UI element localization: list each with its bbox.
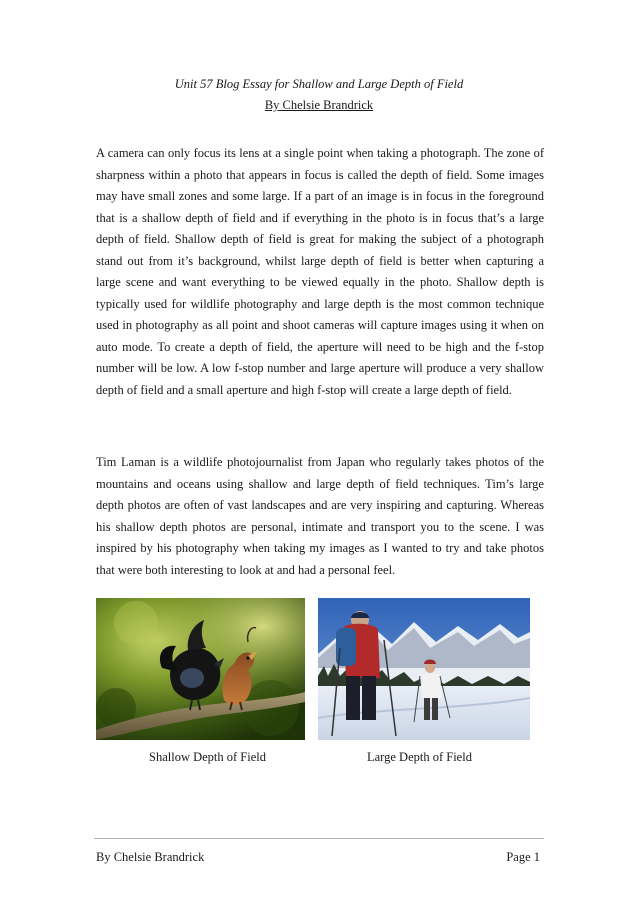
footer-divider xyxy=(94,838,544,839)
document-title: Unit 57 Blog Essay for Shallow and Large Depth of Field xyxy=(174,77,464,91)
large-depth-photo xyxy=(318,598,530,740)
shallow-depth-photo xyxy=(96,598,305,740)
caption-shallow-depth: Shallow Depth of Field xyxy=(149,750,267,764)
document-byline: By Chelsie Brandrick xyxy=(264,98,374,112)
paragraph-tim-laman: Tim Laman is a wildlife photojournalist from Japan who regularly takes photos of the mountains and oceans using shallow and large depth of field techniques. Tim’s large depth photos are often of vast landscapes and are very inspiring and capturing. Whereas his shallow depth photos are personal, intimate and transport you to the scene. I was inspired by his photography when taking my images as I wanted to try and take photos that were both interesting to look at and had a personal feel. xyxy=(96,455,544,577)
footer-author: By Chelsie Brandrick xyxy=(96,850,205,864)
caption-large-depth: Large Depth of Field xyxy=(367,750,472,764)
footer-page-number: Page 1 xyxy=(506,850,540,864)
paragraph-intro: A camera can only focus its lens at a single point when taking a photograph. The zone of sharpness within a photo that appears in focus is called the depth of field. Some images may have small zones and some large. If a part of an image is in focus in the foreground that is a shallow depth of field and if everything in the photo is in focus that’s a large depth of field. Shallow depth of field is great for making the subject of a photograph stand out from it’s background, whilst large depth of field is better when capturing a large scene and want everything to be viewed equally in the photo. Shallow depth is typically used for wildlife photography and large depth is the most common technique used in photography as all point and shoot cameras will capture images using it when on auto mode. To create a depth of field, the aperture will need to be high and the f-stop number will be low. A low f-stop number and large aperture will produce a very shallow depth of field and a small aperture and high f-stop will create a large depth of field. xyxy=(96,146,544,397)
